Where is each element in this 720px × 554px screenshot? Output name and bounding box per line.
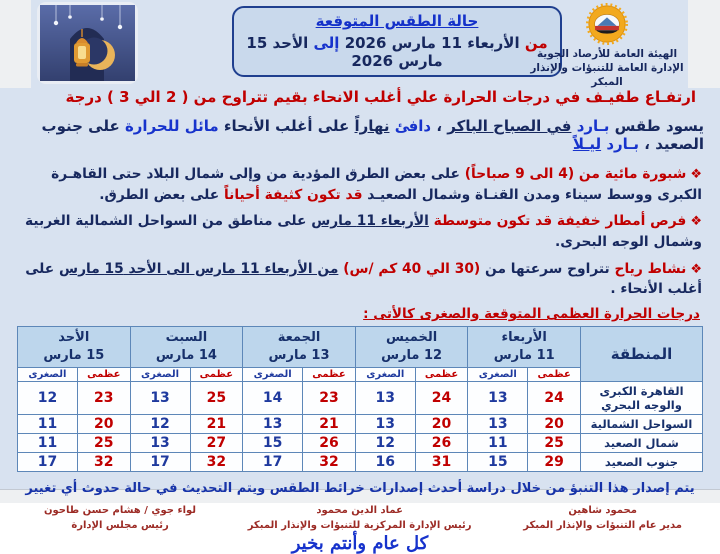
region-name: جنوب الصعيد bbox=[581, 453, 703, 472]
max-temp-cell: 21 bbox=[303, 415, 356, 434]
min-temp-cell: 13 bbox=[130, 382, 190, 415]
forecast-bullet bbox=[24, 164, 702, 205]
max-temp-cell: 29 bbox=[528, 453, 581, 472]
ramadan-lantern-image bbox=[40, 5, 135, 81]
min-temp-cell: 17 bbox=[243, 453, 303, 472]
max-temp-cell: 27 bbox=[190, 434, 243, 453]
text-segment: الأربعاء 11 مارس bbox=[311, 213, 429, 230]
text-segment: إلى bbox=[308, 34, 340, 52]
min-subheader: الصغرى bbox=[130, 368, 190, 382]
text-segment: نشاط رياح bbox=[609, 260, 687, 277]
text-segment: ليـلاً bbox=[572, 135, 602, 153]
min-temp-cell: 13 bbox=[355, 382, 415, 415]
text-segment: ، bbox=[431, 117, 448, 135]
signature-block bbox=[248, 503, 472, 533]
signatory-title: رئيس مجلس الإدارة bbox=[71, 520, 169, 532]
text-segment: شبورة مائية من (4 الى 9 صباحاً) bbox=[464, 166, 687, 182]
min-temp-cell: 15 bbox=[243, 434, 303, 453]
text-segment: من bbox=[519, 34, 548, 52]
main-content bbox=[10, 88, 710, 554]
min-subheader: الصغرى bbox=[243, 368, 303, 382]
min-temp-cell: 13 bbox=[468, 382, 528, 415]
day-header: الأحد 15 مارس bbox=[18, 327, 131, 368]
star-icon bbox=[118, 25, 122, 29]
min-subheader: الصغرى bbox=[355, 368, 415, 382]
greeting-text: كل عام وأنتم بخير bbox=[291, 533, 429, 554]
max-temp-cell: 23 bbox=[77, 382, 130, 415]
min-temp-cell: 15 bbox=[468, 453, 528, 472]
star-icon bbox=[100, 17, 104, 21]
signatory-name: لواء جوي / هشام حسن طاحون bbox=[44, 505, 197, 517]
ramadan-art-svg bbox=[40, 5, 135, 81]
agency-department: الإدارة العامة للتنبؤات والإنذار المبكر bbox=[530, 62, 684, 89]
day-header-row bbox=[18, 327, 703, 368]
text-segment: يسود طقس bbox=[609, 117, 704, 135]
table-row bbox=[18, 415, 703, 434]
max-temp-cell: 25 bbox=[528, 434, 581, 453]
signatory-title: رئيس الإدارة المركزية للتنبؤات والإنذار المبكر bbox=[247, 520, 472, 532]
table-row bbox=[18, 382, 703, 415]
agency-block bbox=[528, 3, 686, 90]
max-temp-cell: 32 bbox=[303, 453, 356, 472]
max-temp-cell: 32 bbox=[190, 453, 243, 472]
signatory-title: مدير عام التنبؤات والإنذار المبكر bbox=[523, 520, 682, 532]
text-segment: من الأربعاء 11 مارس الى الأحد 15 مارس bbox=[59, 260, 339, 277]
max-temp-cell: 25 bbox=[190, 382, 243, 415]
max-temp-cell: 24 bbox=[415, 382, 468, 415]
forecast-bullet-list bbox=[10, 164, 710, 300]
text-segment: الأربعاء 11 مارس 2026 bbox=[339, 34, 520, 52]
text-segment: تتراوح سرعتها من bbox=[480, 260, 610, 277]
text-segment: على جنوب الصعيد ، bbox=[41, 117, 704, 153]
max-temp-cell: 31 bbox=[415, 453, 468, 472]
text-segment: دافئ bbox=[394, 117, 432, 135]
page-title: حالة الطقس المتوقعة bbox=[315, 12, 479, 30]
page-margin-right bbox=[688, 0, 720, 88]
table-title: درجات الحرارة العظمى المتوقعة والصغرى كالأتى : bbox=[363, 306, 700, 323]
update-note: يتم إصدار هذا التنبؤ من خلال دراسة أحدث إصدارات خرائط الطقس ويتم التحديث في حالة حدوث أي تغيير bbox=[25, 481, 695, 497]
min-temp-cell: 13 bbox=[130, 434, 190, 453]
min-temp-cell: 11 bbox=[18, 415, 78, 434]
region-name: شمال الصعيد bbox=[581, 434, 703, 453]
min-temp-cell: 13 bbox=[468, 415, 528, 434]
min-temp-cell: 16 bbox=[355, 453, 415, 472]
day-header: الأربعاء 11 مارس bbox=[468, 327, 581, 368]
table-row bbox=[18, 453, 703, 472]
max-subheader: عظمى bbox=[415, 368, 468, 382]
text-segment: بـارد bbox=[576, 117, 610, 135]
text-segment: في الصباح الباكر bbox=[447, 117, 572, 135]
temperature-table-body bbox=[18, 382, 703, 472]
forecast-intro bbox=[10, 117, 710, 153]
region-name: القاهرة الكبرى والوجه البحري bbox=[581, 382, 703, 415]
agency-logo bbox=[586, 3, 628, 45]
min-subheader: الصغرى bbox=[18, 368, 78, 382]
max-subheader: عظمى bbox=[77, 368, 130, 382]
sun-logo-icon bbox=[586, 3, 628, 45]
text-segment: بـارد bbox=[601, 135, 640, 153]
day-header: الجمعة 13 مارس bbox=[243, 327, 356, 368]
min-temp-cell: 12 bbox=[18, 382, 78, 415]
text-segment: على أغلب الأنحاء bbox=[218, 117, 355, 135]
max-subheader: عظمى bbox=[190, 368, 243, 382]
max-temp-cell: 26 bbox=[415, 434, 468, 453]
min-temp-cell: 17 bbox=[130, 453, 190, 472]
forecast-bullet bbox=[24, 259, 702, 300]
day-header: الخميس 12 مارس bbox=[355, 327, 468, 368]
page-margin-left bbox=[0, 0, 31, 88]
text-segment: على أغلب الأنحاء . bbox=[25, 260, 702, 298]
temperature-table bbox=[17, 326, 703, 472]
header-title-box bbox=[232, 6, 562, 77]
signature-block bbox=[523, 503, 682, 533]
forecast-headline: ارتفـاع طفيـف في درجات الحرارة علي أغلب الانحاء بقيم تتراوح من ( 2 الي 3 ) درجة bbox=[65, 88, 696, 106]
table-row bbox=[18, 434, 703, 453]
text-segment: نهاراً bbox=[354, 117, 390, 135]
min-temp-cell: 13 bbox=[243, 415, 303, 434]
max-temp-cell: 20 bbox=[415, 415, 468, 434]
min-temp-cell: 14 bbox=[243, 382, 303, 415]
text-segment: على مناطق من السواحل الشمالية الغربية وشمال الوجه البحرى. bbox=[25, 213, 702, 251]
min-temp-cell: 12 bbox=[355, 434, 415, 453]
min-subheader: الصغرى bbox=[468, 368, 528, 382]
signatory-name: عماد الدين محمود bbox=[316, 505, 403, 517]
bullet-marker-icon: ❖ bbox=[690, 167, 702, 182]
max-temp-cell: 32 bbox=[77, 453, 130, 472]
min-temp-cell: 11 bbox=[468, 434, 528, 453]
min-temp-cell: 11 bbox=[18, 434, 78, 453]
max-subheader: عظمى bbox=[303, 368, 356, 382]
max-temp-cell: 25 bbox=[77, 434, 130, 453]
star-icon bbox=[54, 21, 58, 25]
agency-name: الهيئة العامة للأرصاد الجوية bbox=[536, 48, 678, 60]
max-temp-cell: 20 bbox=[528, 415, 581, 434]
text-segment: قد تكون كثيفة أحياناً bbox=[224, 186, 363, 203]
min-temp-cell: 17 bbox=[18, 453, 78, 472]
signatures-row bbox=[10, 496, 710, 533]
max-temp-cell: 24 bbox=[528, 382, 581, 415]
max-temp-cell: 21 bbox=[190, 415, 243, 434]
text-segment: الأحد 15 مارس 2026 bbox=[246, 34, 443, 70]
day-header: السبت 14 مارس bbox=[130, 327, 243, 368]
region-column-header: المنطقة bbox=[581, 327, 703, 382]
date-range bbox=[240, 34, 554, 70]
text-segment: فرص أمطار خفيفة قد تكون متوسطة bbox=[428, 213, 687, 230]
bullet-marker-icon: ❖ bbox=[690, 214, 702, 230]
max-subheader: عظمى bbox=[528, 368, 581, 382]
max-temp-cell: 26 bbox=[303, 434, 356, 453]
text-segment: مائل للحرارة bbox=[124, 117, 219, 135]
bullet-marker-icon: ❖ bbox=[690, 261, 702, 277]
min-temp-cell: 12 bbox=[130, 415, 190, 434]
signature-block bbox=[44, 503, 196, 533]
text-segment: (30 الي 40 كم /س) bbox=[343, 260, 481, 277]
max-temp-cell: 20 bbox=[77, 415, 130, 434]
forecast-bullet bbox=[24, 211, 702, 252]
min-temp-cell: 13 bbox=[355, 415, 415, 434]
region-name: السواحل الشمالية bbox=[581, 415, 703, 434]
signatory-name: محمود شاهين bbox=[568, 505, 637, 517]
max-temp-cell: 23 bbox=[303, 382, 356, 415]
text-segment: على بعض الطرق. bbox=[99, 186, 224, 203]
star-icon bbox=[68, 15, 72, 19]
text-segment: على بعض الطرق المؤدية من وإلى شمال البلاد حتى القاهـرة الكبرى ووسط سيناء ومدن القنـاة وشمال الصعيـد bbox=[51, 166, 702, 203]
